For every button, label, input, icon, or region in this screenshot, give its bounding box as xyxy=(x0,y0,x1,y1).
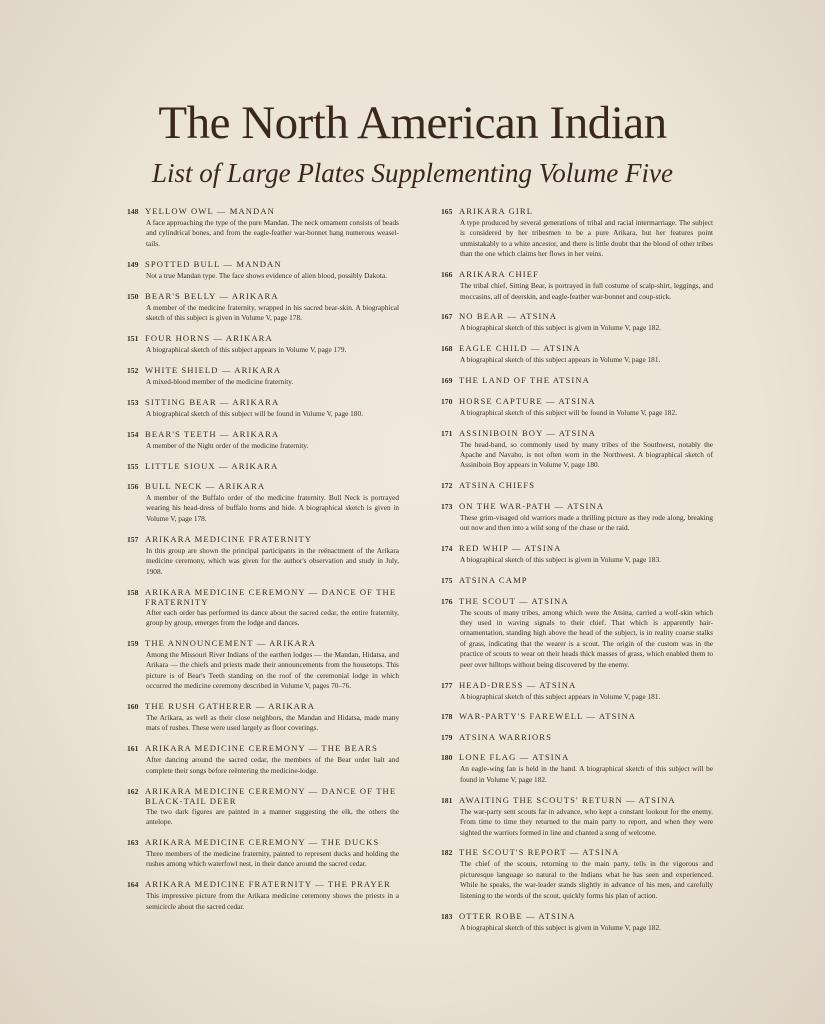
plate-number: 182 xyxy=(441,848,453,858)
plate-heading xyxy=(127,206,399,217)
plate-entry xyxy=(441,911,713,933)
plate-description: A type produced by several generations of tribal and racial intermarriage. The subject is considered by her tribesmen to be a pure Arikara, but her features point unmistakably to a white ancestor, and there is little doubt that the blood of other tribes than the one which claims her flows in her veins. xyxy=(460,218,713,259)
plate-entry xyxy=(441,795,713,838)
plate-entry xyxy=(127,365,399,387)
plate-title: THE RUSH GATHERER — ARIKARA xyxy=(145,700,316,711)
plate-entry xyxy=(127,879,399,912)
plate-description: A biographical sketch of this subject will be found in Volume V, page 180. xyxy=(146,408,363,418)
plate-description: The head-band, so commonly used by many tribes of the Southwest, notably the Apache and Navaho, is not often worn in the Northwest. A biographical sketch of Assiniboin Boy appears in Volume V, page 180. xyxy=(460,439,713,470)
plate-heading xyxy=(441,847,713,858)
plate-description: A mixed-blood member of the medicine fraternity. xyxy=(146,376,294,386)
plate-entry xyxy=(127,786,399,828)
plate-title: LITTLE SIOUX — ARIKARA xyxy=(145,460,279,471)
plate-heading xyxy=(127,534,399,545)
plate-number: 151 xyxy=(127,333,139,343)
plate-entry xyxy=(127,481,399,524)
plate-number: 149 xyxy=(127,259,139,269)
plate-title: RED WHIP — ATSINA xyxy=(459,543,562,554)
plate-description: These grim-visaged old warriors made a thrilling picture as they rode along, breaking out now and then into a wild song of the chase or the raid. xyxy=(460,512,713,533)
plate-entry xyxy=(441,752,713,785)
plate-number: 158 xyxy=(127,587,139,597)
plate-entry xyxy=(127,587,399,629)
plate-entry xyxy=(441,711,713,722)
plate-entry xyxy=(441,311,713,333)
plate-heading xyxy=(127,429,399,440)
plate-title: WAR-PARTY'S FAREWELL — ATSINA xyxy=(459,711,637,722)
plate-number: 163 xyxy=(127,837,139,847)
plate-title: ASSINIBOIN BOY — ATSINA xyxy=(459,427,596,438)
plate-number: 172 xyxy=(441,481,453,491)
plate-heading xyxy=(127,259,399,270)
plate-number: 160 xyxy=(127,701,139,711)
plate-heading xyxy=(127,291,399,302)
plate-description: A face approaching the type of the pure Mandan. The neck ornament consists of beads and cylindrical bones, and from the eagle-feather war-bonnet hang numerous weasel-tails. xyxy=(146,218,399,248)
plate-number: 179 xyxy=(441,732,453,742)
plate-heading xyxy=(441,343,713,354)
plate-title: ARIKARA MEDICINE CEREMONY — THE BEARS xyxy=(145,743,378,754)
plate-entry xyxy=(441,680,713,702)
plate-entry xyxy=(127,397,399,419)
plate-title: NO BEAR — ATSINA xyxy=(459,311,558,322)
plate-title: THE SCOUT'S REPORT — ATSINA xyxy=(459,847,620,858)
plate-title: BEAR'S TEETH — ARIKARA xyxy=(145,428,280,439)
plate-title: FOUR HORNS — ARIKARA xyxy=(145,332,273,343)
plate-title: ARIKARA MEDICINE FRATERNITY — THE PRAYER xyxy=(145,879,391,890)
plate-number: 174 xyxy=(441,544,453,554)
plate-description: The chief of the scouts, returning to the main party, tells in the vigorous and picturesque language so natural to the Indians what he has seen and experienced. While he speaks, the war-leader stands slightly in advance of his men, and carefully listening to the words of the scout, quickly forms his plan of action. xyxy=(460,859,713,900)
plate-title: ARIKARA MEDICINE CEREMONY — DANCE OF THE BLACK-TAIL DEER xyxy=(145,785,397,806)
plate-description: A biographical sketch of this subject is given in Volume V, page 183. xyxy=(460,555,661,565)
plate-heading xyxy=(441,428,713,439)
plate-description: In this group are shown the principal participants in the reënactment of the Arikara medicine ceremony, which was given for the author's observation and study in July, 1908. xyxy=(146,545,399,576)
plate-number: 168 xyxy=(441,344,453,354)
plate-entry xyxy=(127,534,399,577)
plate-description: Not a true Mandan type. The face shows evidence of alien blood, possibly Dakota. xyxy=(146,270,388,280)
plate-entry xyxy=(441,543,713,565)
plate-entry xyxy=(127,743,399,776)
plate-heading xyxy=(127,481,399,492)
plate-entry xyxy=(441,596,713,670)
plate-heading xyxy=(441,911,713,922)
plate-entry xyxy=(441,575,713,586)
plate-description: A biographical sketch of this subject appears in Volume V, page 181. xyxy=(460,355,661,365)
plate-heading xyxy=(441,596,713,607)
plate-description: A biographical sketch of this subject appears in Volume V, page 181. xyxy=(460,691,661,701)
plate-heading xyxy=(441,680,713,691)
plate-entry xyxy=(127,461,399,472)
plate-heading xyxy=(127,786,399,806)
plate-heading xyxy=(127,879,399,890)
plate-heading xyxy=(441,396,713,407)
plate-title: OTTER ROBE — ATSINA xyxy=(459,910,576,921)
plate-list-left-column xyxy=(127,206,399,922)
plate-title: THE LAND OF THE ATSINA xyxy=(459,375,590,386)
plate-number: 156 xyxy=(127,482,139,492)
plate-number: 167 xyxy=(441,312,453,322)
plate-title: ARIKARA GIRL xyxy=(459,206,534,216)
plate-description: The two dark figures are painted in a manner suggesting the elk, the others the antelope. xyxy=(146,806,399,826)
plate-description: A member of the Night order of the medicine fraternity. xyxy=(146,440,309,450)
plate-entry xyxy=(441,428,713,471)
plate-entry xyxy=(127,291,399,324)
plate-title: ATSINA CHIEFS xyxy=(459,480,536,491)
plate-description: The scouts of many tribes, among which were the Atsina, carried a wolf-skin which they used in waving signals to their chief. That which is apparently hair-ornamentation, standing high above the head of the subject, is in reality coarse stalks of grass, indicating that the wearer is a scout. The origin of the custom was in the practice of scouts to wear on their heads thick masses of grass, which enabled them to peer over hilltops without being discovered by the enemy. xyxy=(460,607,713,669)
plate-heading xyxy=(441,480,713,491)
plate-heading xyxy=(441,752,713,763)
plate-heading xyxy=(127,397,399,408)
plate-title: ATSINA CAMP xyxy=(459,575,528,586)
plate-heading xyxy=(127,638,399,649)
plate-heading xyxy=(127,837,399,848)
plate-heading xyxy=(441,575,713,586)
plate-heading xyxy=(127,333,399,344)
plate-number: 164 xyxy=(127,880,139,890)
plate-heading xyxy=(441,269,713,280)
plate-number: 155 xyxy=(127,461,139,471)
plate-number: 154 xyxy=(127,429,139,439)
plate-entry xyxy=(441,269,713,302)
plate-heading xyxy=(127,365,399,376)
plate-number: 159 xyxy=(127,638,139,648)
plate-number: 176 xyxy=(441,596,453,606)
plate-number: 169 xyxy=(441,376,453,386)
plate-description: The war-party sent scouts far in advance, who kept a constant lookout for the enemy. From time to time they returned to the main party to report, and when they were sighted the warriors formed in line and chanted a song of welcome. xyxy=(460,806,713,837)
plate-heading xyxy=(127,461,399,472)
plate-entry xyxy=(441,480,713,491)
plate-number: 170 xyxy=(441,396,453,406)
plate-description: A biographical sketch of this subject will be found in Volume V, page 182. xyxy=(460,407,677,417)
plate-number: 157 xyxy=(127,534,139,544)
plate-description: A member of the Buffalo order of the medicine fraternity. Bull Neck is portrayed wearing his head-dress of buffalo horns and hide. A biographical sketch is given in Volume V, page 178. xyxy=(146,493,399,523)
plate-number: 152 xyxy=(127,365,139,375)
plate-heading xyxy=(127,743,399,754)
plate-entry xyxy=(441,501,713,534)
plate-title: EAGLE CHILD — ATSINA xyxy=(459,343,581,354)
plate-title: AWAITING THE SCOUTS' RETURN — ATSINA xyxy=(459,794,676,805)
plate-title: ARIKARA MEDICINE FRATERNITY xyxy=(145,533,313,544)
plate-entry xyxy=(127,259,399,281)
plate-number: 181 xyxy=(441,795,453,805)
plate-entry xyxy=(127,701,399,734)
plate-heading xyxy=(441,732,713,743)
plate-description: The tribal chief, Sitting Bear, is portrayed in full costume of scalp-shirt, leggings, and moccasins, all of deerskin, and eagle-feather war-bonnet and coup-stick. xyxy=(460,281,713,301)
plate-entry xyxy=(441,375,713,386)
plate-description: After each order has performed its dance about the sacred cedar, the entire fraternity, group by group, emerges from the lodge and dances. xyxy=(146,607,399,627)
plate-title: BULL NECK — ARIKARA xyxy=(145,481,266,492)
plate-description: The Arikara, as well as their close neighbors, the Mandan and Hidatsa, made many mats of rushes. These were used largely as floor coverings. xyxy=(146,712,399,733)
plate-description: A biographical sketch of this subject appears in Volume V, page 179. xyxy=(146,344,347,354)
plate-description: An eagle-wing fan is held in the hand. A biographical sketch of this subject will be found in Volume V, page 182. xyxy=(460,764,713,784)
plate-description: After dancing around the sacred cedar, the members of the Bear order halt and complete their songs before reëntering the medicine-lodge. xyxy=(146,755,399,775)
plate-entry xyxy=(441,396,713,418)
plate-description: A biographical sketch of this subject is given in Volume V, page 182. xyxy=(460,323,661,333)
plate-title: YELLOW OWL — MANDAN xyxy=(145,206,275,216)
plate-heading xyxy=(441,206,713,217)
plate-entry xyxy=(127,333,399,355)
plate-description: A biographical sketch of this subject is given in Volume V, page 182. xyxy=(460,922,661,932)
plate-entry xyxy=(127,429,399,451)
plate-number: 178 xyxy=(441,712,453,722)
plate-number: 171 xyxy=(441,428,453,438)
plate-heading xyxy=(441,795,713,806)
plate-entry xyxy=(441,343,713,365)
plate-heading xyxy=(127,701,399,712)
plate-entry xyxy=(441,206,713,260)
plate-list-right-column xyxy=(441,206,713,943)
plate-heading xyxy=(441,375,713,386)
plate-title: WHITE SHIELD — ARIKARA xyxy=(145,364,282,375)
plate-title: BEAR'S BELLY — ARIKARA xyxy=(145,290,279,301)
plate-number: 161 xyxy=(127,744,139,754)
plate-heading xyxy=(127,587,399,607)
plate-title: THE ANNOUNCEMENT — ARIKARA xyxy=(145,637,316,648)
plate-number: 148 xyxy=(127,207,139,216)
plate-entry xyxy=(127,206,399,249)
plate-title: THE SCOUT — ATSINA xyxy=(459,595,569,606)
plate-title: LONE FLAG — ATSINA xyxy=(459,752,570,763)
plate-number: 177 xyxy=(441,680,453,690)
plate-title: HORSE CAPTURE — ATSINA xyxy=(459,395,596,406)
plate-number: 173 xyxy=(441,501,453,511)
plate-number: 153 xyxy=(127,397,139,407)
plate-entry xyxy=(127,638,399,692)
plate-title: HEAD-DRESS — ATSINA xyxy=(459,679,577,690)
plate-title: ATSINA WARRIORS xyxy=(459,731,552,742)
plate-number: 183 xyxy=(441,911,453,921)
page-subtitle: List of Large Plates Supplementing Volume Five xyxy=(152,158,673,188)
plate-title: SITTING BEAR — ARIKARA xyxy=(145,396,280,407)
plate-number: 166 xyxy=(441,270,453,280)
plate-entry xyxy=(127,837,399,870)
plate-description: This impressive picture from the Arikara medicine ceremony shows the priests in a semicircle about the sacred cedar. xyxy=(146,891,399,911)
plate-heading xyxy=(441,501,713,512)
plate-title: ARIKARA MEDICINE CEREMONY — DANCE OF THE FRATERNITY xyxy=(145,586,397,607)
plate-title: SPOTTED BULL — MANDAN xyxy=(145,258,282,269)
plate-description: A member of the medicine fraternity, wrapped in his sacred bear-skin. A biographical sketch of this subject is given in Volume V, page 178. xyxy=(146,302,399,323)
plate-heading xyxy=(441,711,713,722)
plate-heading xyxy=(441,543,713,554)
plate-title: ARIKARA MEDICINE CEREMONY — THE DUCKS xyxy=(145,836,380,847)
plate-entry xyxy=(441,732,713,743)
plate-description: Three members of the medicine fraternity, painted to represent ducks and holding the rushes among which waterfowl nest, in their dance around the sacred cedar. xyxy=(146,848,399,869)
plate-number: 180 xyxy=(441,753,453,763)
plate-number: 150 xyxy=(127,291,139,301)
plate-description: Among the Missouri River Indians of the earthen lodges — the Mandan, Hidatsa, and Arikara — the chiefs and priests made their announcements from the housetops. This picture is of Bear's Teeth standing on the roof of the ceremonial lodge in which occurred the medicine ceremony described in Volume V, pages 70–76. xyxy=(146,649,399,691)
plate-number: 175 xyxy=(441,576,453,586)
plate-heading xyxy=(441,311,713,322)
plate-title: ARIKARA CHIEF xyxy=(459,269,539,280)
plate-entry xyxy=(441,847,713,901)
plate-number: 165 xyxy=(441,207,453,216)
plate-title: ON THE WAR-PATH — ATSINA xyxy=(459,500,605,511)
plate-number: 162 xyxy=(127,786,139,796)
page-title: The North American Indian xyxy=(158,97,667,149)
